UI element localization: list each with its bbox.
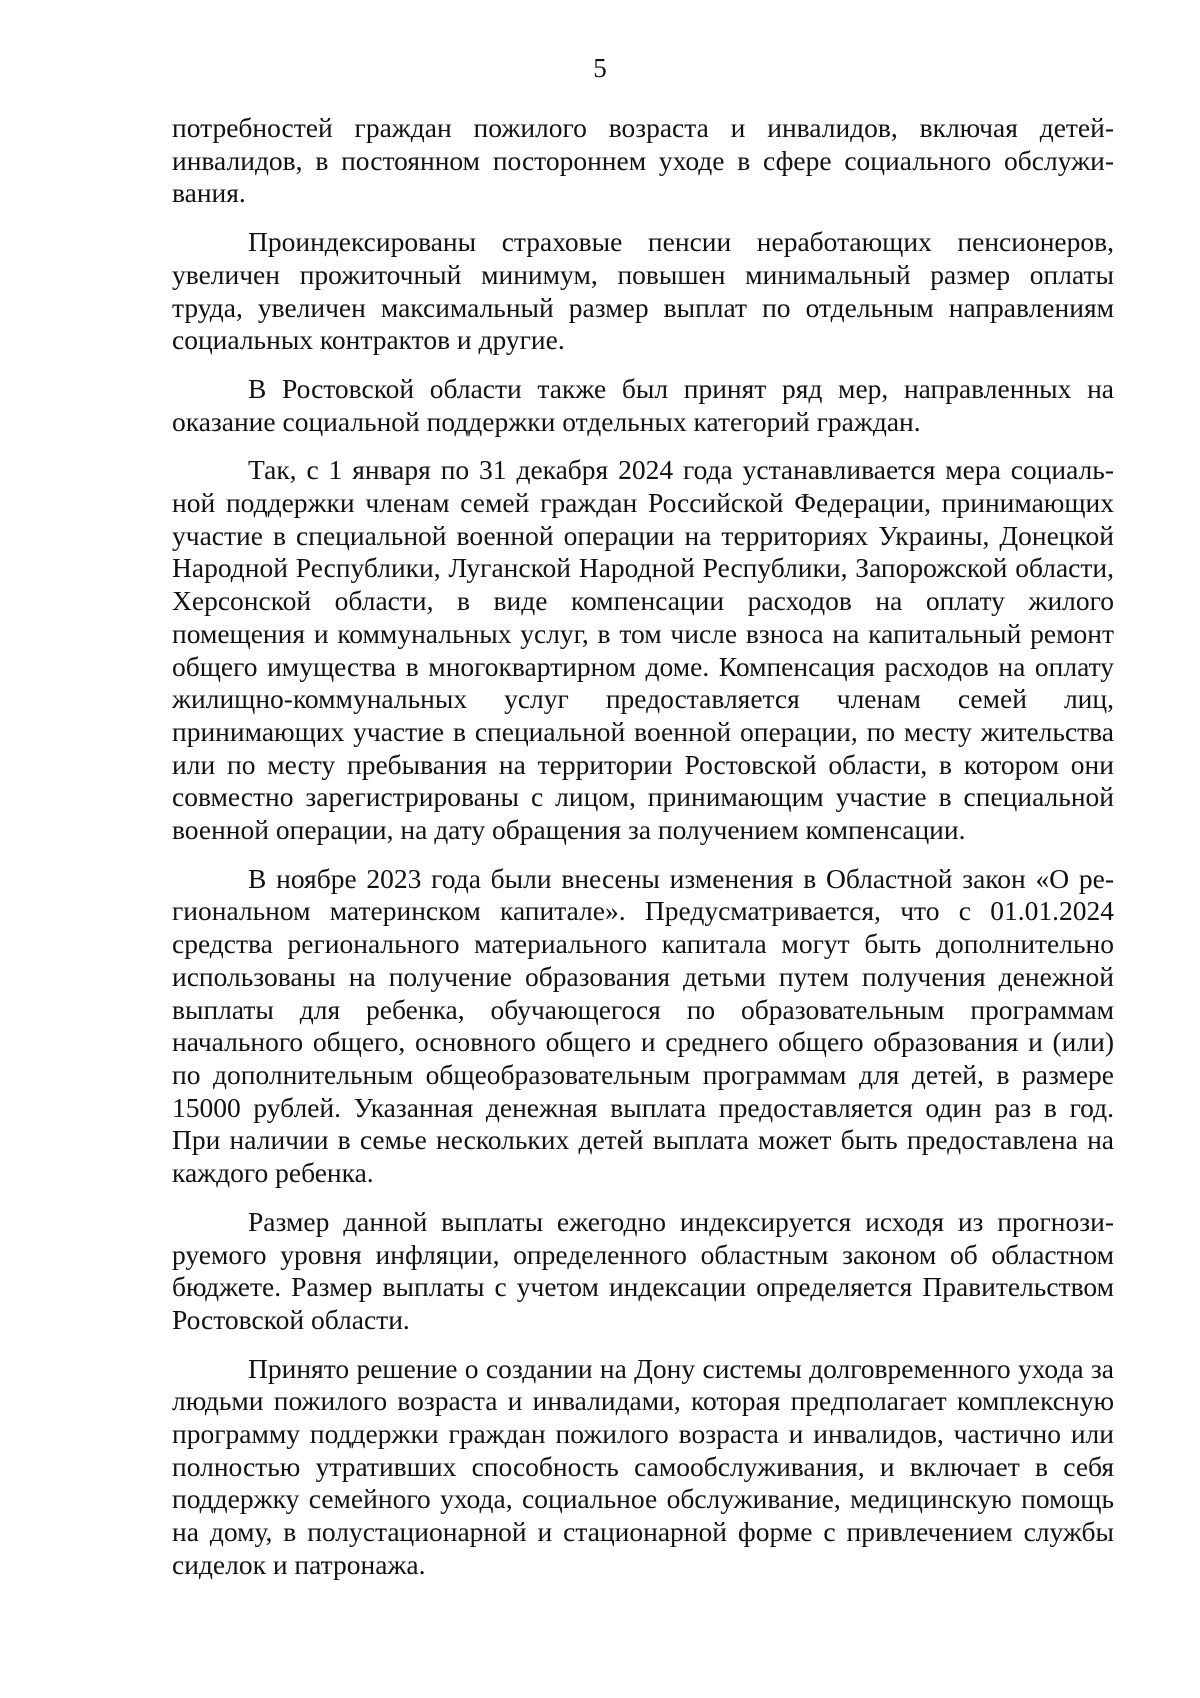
- document-body: [172, 112, 1114, 1582]
- paragraph-pension-indexation: Проиндексированы страховые пенсии неработающих пенсионеров, увеличен прожиточный минимум, повышен минимальный размер оплаты труда, увеличен максимальный размер выплат по отдельным направлениям социальных контрактов и другие.: [172, 226, 1114, 356]
- paragraph-continuation: потребностей граждан пожилого возраста и инвалидов, включая детей-инвалидов, в постоянном постороннем уходе в сфере социального обслуживания.: [172, 112, 1114, 209]
- page-number: 5: [593, 53, 607, 83]
- paragraph-housing-compensation: Так, с 1 января по 31 декабря 2024 года устанавливается мера социальной поддержки членам семей граждан Российской Федерации, принимающих участие в специальной военной операции на территориях Украины, Донецкой Народной Республики, Луганской Народной Республики, Запорожской области, Херсонской области, в виде компенсации расходов на оплату жилого помещения и коммунальных услуг, в том числе взноса на капитальный ремонт общего имущества в многоквартирном доме. Компенсация расходов на оплату жилищно-коммунальных услуг предоставляется членам семей лиц, принимающих участие в специальной военной операции, по месту жительства или по месту пребывания на территории Ростовской области, в котором они совместно зарегистрированы с лицом, принимающим участие в специальной военной операции, на дату обращения за получением компенсации.: [172, 454, 1114, 846]
- paragraph-payment-indexation: Размер данной выплаты ежегодно индексируется исходя из прогнозируемого уровня инфляции, определенного областным законом об областном бюджете. Размер выплаты с учетом индексации определяется Правительством Ростовской области.: [172, 1205, 1114, 1335]
- paragraph-rostov-measures: В Ростовской области также был принят ряд мер, направленных на оказание социальной поддержки отдельных категорий граждан.: [172, 372, 1114, 437]
- paragraph-maternity-capital: В ноябре 2023 года были внесены изменения в Областной закон «О региональном материнском капитале». Предусматривается, что с 01.01.2024 средства регионального материального капитала могут быть дополнительно использованы на получение образования детьми путем получения денежной выплаты для ребенка, обучающегося по образовательным программам начального общего, основного общего и среднего общего образования и (или) по дополнительным общеобразовательным программам для детей, в размере 15000 рублей. Указанная денежная выплата предоставляется один раз в год. При наличии в семье нескольких детей выплата может быть предоставлена на каждого ребенка.: [172, 862, 1114, 1189]
- paragraph-long-term-care: Принято решение о создании на Дону системы долговременного ухода за людьми пожилого возраста и инвалидами, которая предполагает комплексную программу поддержки граждан пожилого возраста и инвалидов, частично или полностью утративших способность самообслуживания, и включает в себя поддержку семейного ухода, социальное обслуживание, медицинскую помощь на дому, в полустационарной и стационарной форме с привлечением службы сиделок и патронажа.: [172, 1352, 1114, 1580]
